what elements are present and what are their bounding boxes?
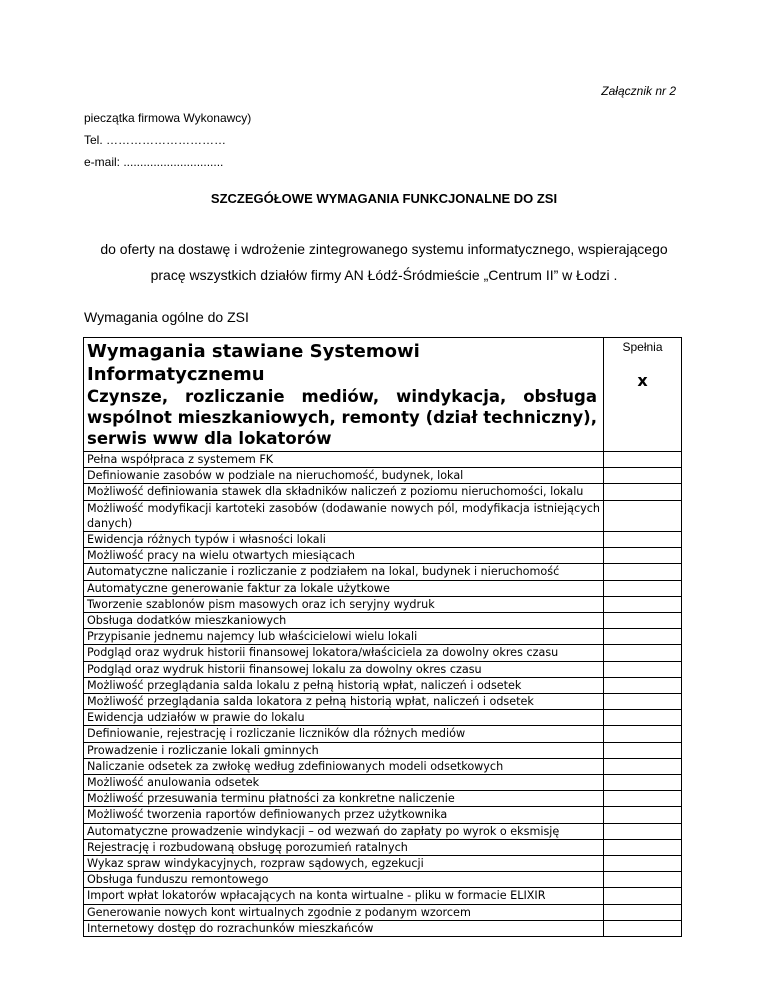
table-row [84, 791, 682, 807]
fulfils-cell[interactable] [604, 920, 682, 936]
fulfils-mark: x [637, 371, 648, 391]
requirement-item: Możliwość definiowania stawek dla składników naliczeń z poziomu nieruchomości, lokalu [84, 484, 604, 500]
table-row [84, 742, 682, 758]
fulfils-cell[interactable] [604, 872, 682, 888]
requirement-item: Automatyczne generowanie faktur za lokale użytkowe [84, 580, 604, 596]
requirement-item: Naliczanie odsetek za zwłokę według zdefiniowanych modeli odsetkowych [84, 758, 604, 774]
fulfils-cell[interactable] [604, 661, 682, 677]
requirement-item: Przypisanie jednemu najemcy lub właścicielowi wielu lokali [84, 629, 604, 645]
table-header-row [84, 338, 682, 452]
table-header-cell [84, 338, 604, 452]
requirement-item: Automatyczne naliczanie i rozliczanie z podziałem na lokal, budynek i nieruchomość [84, 564, 604, 580]
fulfils-cell[interactable] [604, 856, 682, 872]
requirement-item: Możliwość anulowania odsetek [84, 775, 604, 791]
requirement-item: Podgląd oraz wydruk historii finansowej lokalu za dowolny okres czasu [84, 661, 604, 677]
table-row [84, 677, 682, 693]
intro-line-2: pracę wszystkich działów firmy AN Łódź-Śródmieście „Centrum II” w Łodzi . [150, 267, 618, 283]
fulfils-cell[interactable] [604, 548, 682, 564]
table-row [84, 726, 682, 742]
table-row [84, 580, 682, 596]
table-row [84, 823, 682, 839]
fulfils-cell[interactable] [604, 500, 682, 531]
requirement-item: Obsługa funduszu remontowego [84, 872, 604, 888]
email-field-label: e-mail: .............................. [84, 155, 224, 169]
table-row [84, 856, 682, 872]
requirement-item: Ewidencja różnych typów i własności lokali [84, 532, 604, 548]
requirement-item: Tworzenie szablonów pism masowych oraz ich seryjny wydruk [84, 596, 604, 612]
table-row [84, 888, 682, 904]
requirement-item: Możliwość modyfikacji kartoteki zasobów (dodawanie nowych pól, modyfikacja istniejących danych) [84, 500, 604, 531]
fulfils-cell[interactable] [604, 484, 682, 500]
table-row [84, 500, 682, 531]
fulfils-cell[interactable] [604, 726, 682, 742]
requirement-item: Automatyczne prowadzenie windykacji – od wezwań do zapłaty po wyrok o eksmisję [84, 823, 604, 839]
requirement-item: Import wpłat lokatorów wpłacających na konta wirtualne - pliku w formacie ELIXIR [84, 888, 604, 904]
requirement-item: Definiowanie, rejestrację i rozliczanie liczników dla różnych mediów [84, 726, 604, 742]
table-row [84, 484, 682, 500]
table-row [84, 758, 682, 774]
document-title: SZCZEGÓŁOWE WYMAGANIA FUNKCJONALNE DO ZSI [210, 191, 558, 206]
table-row [84, 839, 682, 855]
requirement-item: Internetowy dostęp do rozrachunków mieszkańców [84, 920, 604, 936]
table-row [84, 775, 682, 791]
fulfils-cell[interactable] [604, 645, 682, 661]
fulfils-cell[interactable] [604, 629, 682, 645]
requirement-item: Ewidencja udziałów w prawie do lokalu [84, 710, 604, 726]
requirement-item: Rejestrację i rozbudowaną obsługę porozumień ratalnych [84, 839, 604, 855]
requirement-item: Prowadzenie i rozliczanie lokali gminnych [84, 742, 604, 758]
table-row [84, 807, 682, 823]
fulfils-cell[interactable] [604, 596, 682, 612]
fulfils-cell[interactable] [604, 452, 682, 468]
requirement-item: Wykaz spraw windykacyjnych, rozpraw sądowych, egzekucji [84, 856, 604, 872]
table-row [84, 629, 682, 645]
fulfils-cell[interactable] [604, 710, 682, 726]
fulfils-column-cell [604, 338, 682, 452]
requirement-item: Możliwość przeglądania salda lokatora z pełną historią wpłat, naliczeń i odsetek [84, 694, 604, 710]
fulfils-cell[interactable] [604, 564, 682, 580]
fulfils-cell[interactable] [604, 677, 682, 693]
requirement-item: Definiowanie zasobów w podziale na nieruchomość, budynek, lokal [84, 468, 604, 484]
fulfils-cell[interactable] [604, 613, 682, 629]
table-row [84, 872, 682, 888]
table-row [84, 904, 682, 920]
fulfils-cell[interactable] [604, 775, 682, 791]
table-row [84, 920, 682, 936]
fulfils-cell[interactable] [604, 758, 682, 774]
table-row [84, 452, 682, 468]
fulfils-cell[interactable] [604, 791, 682, 807]
fulfils-cell[interactable] [604, 807, 682, 823]
intro-line-1: do oferty na dostawę i wdrożenie zintegrowanego systemu informatycznego, wspierającego [100, 241, 668, 257]
requirement-item: Możliwość pracy na wielu otwartych miesiącach [84, 548, 604, 564]
table-row [84, 564, 682, 580]
requirements-table [83, 337, 682, 937]
company-stamp-label: pieczątka firmowa Wykonawcy) [84, 111, 252, 125]
table-row [84, 532, 682, 548]
fulfils-cell[interactable] [604, 904, 682, 920]
requirement-item: Możliwość przeglądania salda lokalu z pełną historią wpłat, naliczeń i odsetek [84, 677, 604, 693]
annex-label: Załącznik nr 2 [601, 84, 676, 98]
table-row [84, 694, 682, 710]
table-row [84, 548, 682, 564]
fulfils-cell[interactable] [604, 839, 682, 855]
table-header-main: Wymagania stawiane Systemowi Informatycznemu [87, 341, 420, 385]
requirement-item: Podgląd oraz wydruk historii finansowej lokatora/właściciela za dowolny okres czasu [84, 645, 604, 661]
table-row [84, 645, 682, 661]
intro-paragraph [60, 236, 708, 288]
fulfils-cell[interactable] [604, 532, 682, 548]
requirement-item: Możliwość przesuwania terminu płatności za konkretne naliczenie [84, 791, 604, 807]
fulfils-cell[interactable] [604, 580, 682, 596]
fulfils-column-label: Spełnia [622, 340, 663, 354]
requirement-item: Obsługa dodatków mieszkaniowych [84, 613, 604, 629]
table-row [84, 661, 682, 677]
fulfils-cell[interactable] [604, 468, 682, 484]
fulfils-cell[interactable] [604, 888, 682, 904]
table-row [84, 613, 682, 629]
table-header-sub: Czynsze, rozliczanie mediów, windykacja, obsługa wspólnot mieszkaniowych, remonty (dział techniczny), serwis www dla lokatorów [87, 387, 597, 448]
table-row [84, 596, 682, 612]
table-row [84, 468, 682, 484]
requirement-item: Możliwość tworzenia raportów definiowanych przez użytkownika [84, 807, 604, 823]
fulfils-cell[interactable] [604, 742, 682, 758]
phone-field-label: Tel. ………………………… [84, 133, 227, 147]
fulfils-cell[interactable] [604, 823, 682, 839]
requirement-item: Pełna współpraca z systemem FK [84, 452, 604, 468]
requirement-item: Generowanie nowych kont wirtualnych zgodnie z podanym wzorcem [84, 904, 604, 920]
fulfils-cell[interactable] [604, 694, 682, 710]
table-row [84, 710, 682, 726]
section-heading: Wymagania ogólne do ZSI [84, 309, 249, 325]
